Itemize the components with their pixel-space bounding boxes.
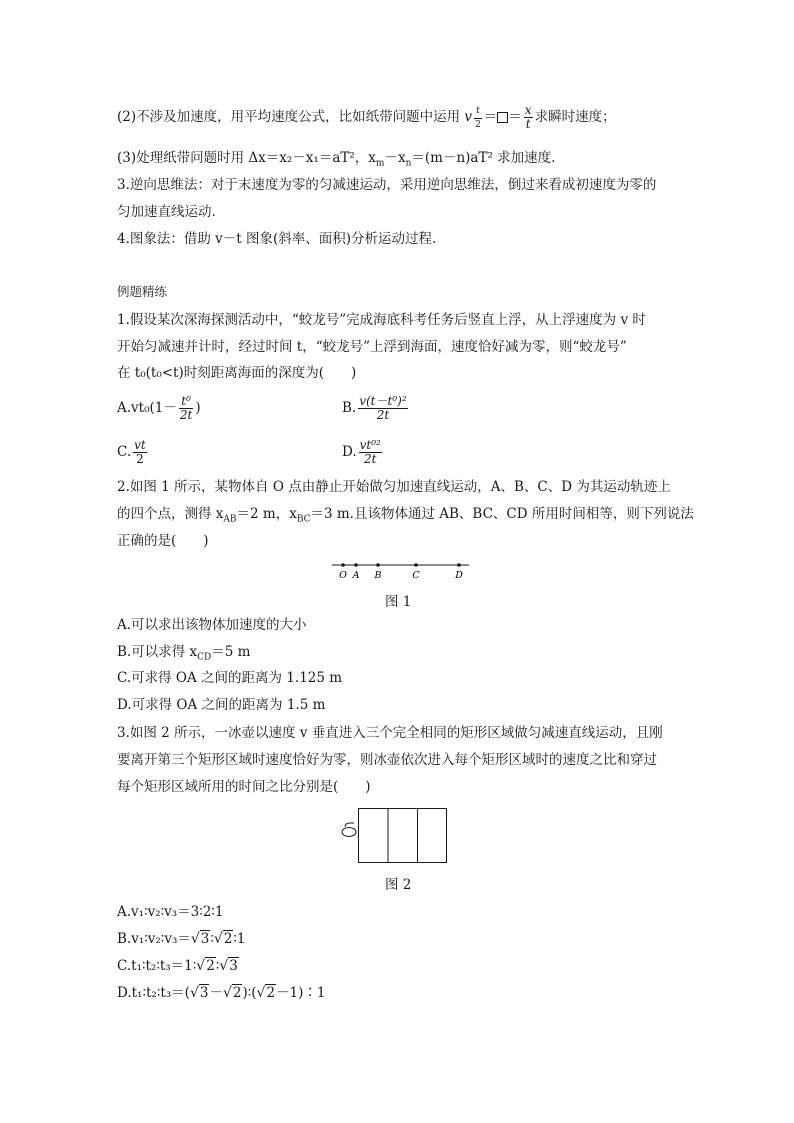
q1-option-a-num: t⁰ [181,394,191,408]
q3-option-d-prefix: D.t₁∶t₂∶t₃＝( [117,985,190,1001]
frac-num: x [524,103,532,117]
q1-line-2: 开始匀减速并计时，经过时间 t，“蛟龙号”上浮到海面，速度恰好减为零，则“蛟龙号” [117,339,627,355]
q1-option-b-prefix: B. [342,400,357,416]
q1-option-d-den: 2t [359,452,382,466]
q1-line-3: 在 t₀(t₀<t)时刻距离海面的深度为( ) [117,365,357,381]
q3-option-b-suffix: ∶1 [233,931,246,947]
q1-option-c[interactable] [117,439,149,466]
q3-option-c-radicand-2: 3 [229,958,238,974]
q3-option-d-radicand-3: 2 [266,985,276,1001]
q3-option-d-mid: )∶( [242,985,257,1001]
point-label-o: O [339,570,347,581]
q1-option-c-num: vt [134,438,146,452]
point-label-b: B [374,570,382,581]
point-label-a: A [352,570,360,581]
q3-option-d-minus: － [209,985,223,1001]
q3-option-c-sep: ∶ [215,958,220,974]
subscript-num: t [476,106,480,116]
q1-option-c-prefix: C. [117,444,132,460]
method-2-line [117,104,616,132]
point-label-d: D [455,570,463,581]
q2-option-d[interactable]: D.可求得 OA 之间的距离为 1.5 m [117,697,326,713]
section-title: 例题精练 [117,284,168,299]
rectangle-regions [359,809,447,863]
point-label-c: C [412,570,420,581]
q3-line-3: 每个矩形区域所用的时间之比分别是( ) [117,779,371,795]
q1-option-d-fraction [359,439,382,466]
q1-option-c-den: 2 [133,452,147,466]
q3-option-c[interactable]: C.t₁∶t₂∶t₃＝1∶√2∶√3 [117,958,238,974]
q1-option-b-den: 2t [358,408,407,422]
q1-option-c-fraction [133,439,147,466]
q1-option-a[interactable] [117,395,201,422]
q1-option-d-prefix: D. [342,444,357,460]
q3-option-b-sep: ∶ [210,931,214,947]
q3-option-d-suffix: －1)∶1 [276,985,326,1001]
q1-option-a-suffix: ) [195,400,201,416]
q1-option-d[interactable] [342,439,384,466]
subscript-fraction [474,105,482,132]
reverse-thinking-line-1: 3.逆向思维法：对于末速度为零的匀减速运动，采用逆向思维法，倒过来看成初速度为零的 [117,177,657,193]
method-2-suffix: 求瞬时速度； [534,109,616,125]
reverse-thinking-line-2: 匀加速直线运动. [117,204,216,220]
v-symbol: v [464,109,473,125]
q3-option-d-radicand-2: 2 [232,985,242,1001]
q3-option-b-radicand-1: 3 [200,931,210,947]
graph-method-line: 4.图象法：借助 v－t 图象(斜率、面积)分析运动过程. [117,231,437,247]
q2-option-b[interactable]: B.可以求得 $x_{CD}=5$ m [117,644,251,663]
x-over-t-fraction [524,104,533,131]
q3-option-c-prefix: C.t₁∶t₂∶t₃＝1∶ [117,958,197,974]
figure-2 [338,806,450,864]
equals-2: ＝ [508,109,522,125]
q2-line-2: 的四个点，测得 $x_{AB}=2$ m，$x_{BC}=3$ m.且该物体通过 AB、BC、CD 所用时间相等，则下列说法 [117,506,694,525]
q3-option-b[interactable]: B.v₁∶v₂∶v₃＝√3∶√2∶1 [117,931,246,947]
q1-option-d-num: vt⁰² [359,438,381,452]
figure-1 [328,558,473,584]
point-c [414,563,418,567]
curling-stone-icon [342,823,356,837]
subscript-den: 2 [475,120,481,130]
q3-option-d[interactable]: D.t₁∶t₂∶t₃＝(√3－√2)∶(√2－1)∶1 [117,985,326,1001]
frac-den: t [525,117,531,131]
q3-line-1: 3.如图 2 所示，一冰壶以速度 v 垂直进入三个完全相同的矩形区域做匀减速直线运动，且刚 [117,725,663,741]
q3-option-b-prefix: B.v₁∶v₂∶v₃＝ [117,931,191,947]
method-3-line: (3)处理纸带问题时用 Δx＝x₂－x₁＝aT²，$x_m-x_n=(m-n)aT^2$ 求加速度. [117,150,556,169]
q1-option-a-prefix: A.vt₀(1－ [117,400,177,416]
point-a [354,563,358,567]
q2-line-1: 2.如图 1 所示，某物体自 O 点由静止开始做匀加速直线运动，A、B、C、D 为其运动轨迹上 [117,479,671,495]
q2-option-c[interactable]: C.可求得 OA 之间的距离为 1.125 m [117,670,343,686]
q3-line-2: 要离开第三个矩形区域时速度恰好为零，则冰壶依次进入每个矩形区域时的速度之比和穿过 [117,752,657,768]
point-o [341,563,345,567]
q1-option-b-num: v(t－t⁰)² [359,394,407,408]
q1-option-a-den: 2t [179,408,193,422]
figure-1-caption: 图 1 [385,594,412,610]
q1-option-b-fraction [358,395,407,422]
q2-option-a[interactable]: A.可以求出该物体加速度的大小 [117,617,307,633]
point-b [376,563,380,567]
q3-option-c-radicand-1: 2 [206,958,215,974]
q1-line-1: 1.假设某次深海探测活动中，“蛟龙号”完成海底科考任务后竖直上浮，从上浮速度为 v 时 [117,312,646,328]
q3-option-a[interactable]: A.v₁∶v₂∶v₃＝3∶2∶1 [117,904,224,920]
equals-1: ＝ [483,109,498,125]
method-2-prefix: (2)不涉及加速度，用平均速度公式，比如纸带问题中运用 [117,109,461,125]
q1-option-b[interactable] [342,395,410,422]
q3-option-b-radicand-2: 2 [223,931,233,947]
q1-option-a-fraction [179,395,193,422]
placeholder-box [497,112,508,123]
figure-2-caption: 图 2 [385,877,412,893]
q3-option-d-radicand-1: 3 [199,985,209,1001]
q2-line-3: 正确的是( ) [117,533,209,549]
point-d [457,563,461,567]
